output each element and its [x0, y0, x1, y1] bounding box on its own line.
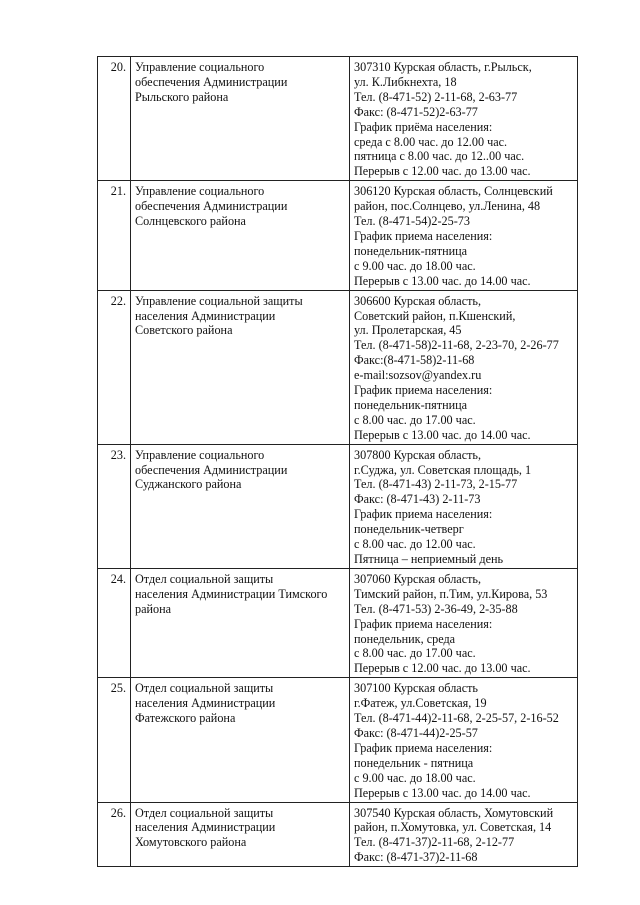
contact-line: район, п.Хомутовка, ул. Советская, 14	[354, 820, 552, 835]
contact-line: с 8.00 час. до 12.00 час.	[354, 537, 476, 552]
offices-table	[97, 56, 578, 867]
office-name: Отдел социальной защиты населения Администрации Тимского района	[135, 571, 328, 616]
contact-line: понедельник, среда	[354, 631, 456, 646]
row-number: 25.	[98, 678, 131, 802]
contact-line: График приема населения:	[354, 616, 493, 631]
contact-line: г.Фатеж, ул.Советская, 19	[354, 696, 487, 711]
contact-line: Тел. (8-471-52) 2-11-68, 2-63-77	[354, 89, 518, 104]
contact-line: Тел. (8-471-37)2-11-68, 2-12-77	[354, 835, 515, 850]
contact-line: График приема населения:	[354, 507, 493, 522]
contact-line: Факс:(8-471-58)2-11-68	[354, 353, 475, 368]
contact-line: г.Суджа, ул. Советская площадь, 1	[354, 462, 532, 477]
office-contacts-cell	[350, 290, 578, 444]
office-contacts-cell	[350, 444, 578, 568]
table-row	[98, 181, 578, 290]
contact-line: с 8.00 час. до 17.00 час.	[354, 646, 476, 661]
contact-line: пятница с 8.00 час. до 12..00 час.	[354, 149, 525, 164]
contact-line: понедельник - пятница	[354, 755, 474, 770]
row-number: 21.	[98, 181, 131, 290]
contact-line: Тимский район, п.Тим, ул.Кирова, 53	[354, 586, 548, 601]
contact-line: График приёма населения:	[354, 119, 493, 134]
contact-line: Советский район, п.Кшенский,	[354, 308, 516, 323]
contact-line: ул. К.Либкнехта, 18	[354, 74, 457, 89]
contact-line: График приема населения:	[354, 228, 493, 243]
office-name: Отдел социальной защиты населения Администрации Хомутовского района	[135, 805, 276, 850]
office-name-cell	[131, 181, 350, 290]
contact-line: Тел. (8-471-54)2-25-73	[354, 214, 470, 229]
office-name: Отдел социальной защиты населения Администрации Фатежского района	[135, 681, 276, 726]
office-name: Управление социального обеспечения Администрации Рыльского района	[135, 60, 288, 104]
office-name-cell	[131, 678, 350, 802]
contact-line: с 9.00 час. до 18.00 час.	[354, 770, 476, 785]
contact-line: Тел. (8-471-53) 2-36-49, 2-35-88	[354, 601, 518, 616]
row-number: 26.	[98, 802, 131, 867]
contact-line: Тел. (8-471-44)2-11-68, 2-25-57, 2-16-52	[354, 711, 559, 726]
contact-line: Перерыв с 13.00 час. до 14.00 час.	[354, 785, 531, 800]
table-row	[98, 57, 578, 181]
contact-line: понедельник-четверг	[354, 522, 464, 537]
office-contacts-cell	[350, 57, 578, 181]
row-number: 22.	[98, 290, 131, 444]
office-name-cell	[131, 802, 350, 867]
office-name-cell	[131, 290, 350, 444]
contact-line: Факс: (8-471-44)2-25-57	[354, 725, 478, 740]
contact-line: район, пос.Солнцево, ул.Ленина, 48	[354, 199, 541, 214]
contact-line: Тел. (8-471-58)2-11-68, 2-23-70, 2-26-77	[354, 338, 559, 353]
office-name-cell	[131, 444, 350, 568]
office-contacts-cell	[350, 181, 578, 290]
table-row	[98, 444, 578, 568]
contact-line: 307100 Курская область	[354, 681, 478, 696]
contact-line: Пятница – неприемный день	[354, 552, 504, 566]
contact-line: с 8.00 час. до 17.00 час.	[354, 412, 476, 427]
office-name-cell	[131, 568, 350, 677]
office-contacts-cell	[350, 802, 578, 867]
contact-line: Факс: (8-471-37)2-11-68	[354, 850, 478, 865]
office-name: Управление социального обеспечения Администрации Суджанского района	[135, 447, 288, 492]
table-row	[98, 568, 578, 677]
contact-line: График приема населения:	[354, 383, 493, 398]
contact-line: 306600 Курская область,	[354, 293, 482, 308]
contact-line: 307800 Курская область,	[354, 447, 482, 462]
table-row	[98, 802, 578, 867]
contact-line: Перерыв с 13.00 час. до 14.00 час.	[354, 273, 531, 288]
office-contacts-cell	[350, 678, 578, 802]
contact-line: ул. Пролетарская, 45	[354, 323, 462, 338]
contact-line: Перерыв с 12.00 час. до 13.00 час.	[354, 164, 531, 179]
contact-line: Перерыв с 13.00 час. до 14.00 час.	[354, 427, 531, 442]
office-contacts-cell	[350, 568, 578, 677]
contact-line: График приема населения:	[354, 740, 493, 755]
contact-line: e-mail:sozsov@yandex.ru	[354, 368, 482, 383]
table-row	[98, 290, 578, 444]
contact-line: среда с 8.00 час. до 12.00 час.	[354, 134, 508, 149]
row-number: 20.	[98, 57, 131, 181]
contact-line: с 9.00 час. до 18.00 час.	[354, 258, 476, 273]
table-row	[98, 678, 578, 802]
row-number: 23.	[98, 444, 131, 568]
office-name: Управление социального обеспечения Администрации Солнцевского района	[135, 184, 288, 229]
contact-line: Факс: (8-471-43) 2-11-73	[354, 492, 481, 507]
contact-line: понедельник-пятница	[354, 243, 468, 258]
contact-line: Факс: (8-471-52)2-63-77	[354, 104, 478, 119]
contact-line: 306120 Курская область, Солнцевский	[354, 184, 553, 199]
contact-line: 307540 Курская область, Хомутовский	[354, 805, 554, 820]
contact-line: 307060 Курская область,	[354, 571, 482, 586]
contact-line: Тел. (8-471-43) 2-11-73, 2-15-77	[354, 477, 518, 492]
office-name-cell	[131, 57, 350, 181]
contact-line: понедельник-пятница	[354, 397, 468, 412]
contact-line: 307310 Курская область, г.Рыльск,	[354, 60, 532, 74]
contact-line: Перерыв с 12.00 час. до 13.00 час.	[354, 661, 531, 676]
row-number: 24.	[98, 568, 131, 677]
offices-table-body	[98, 57, 578, 867]
office-name: Управление социальной защиты населения Администрации Советского района	[135, 293, 303, 338]
